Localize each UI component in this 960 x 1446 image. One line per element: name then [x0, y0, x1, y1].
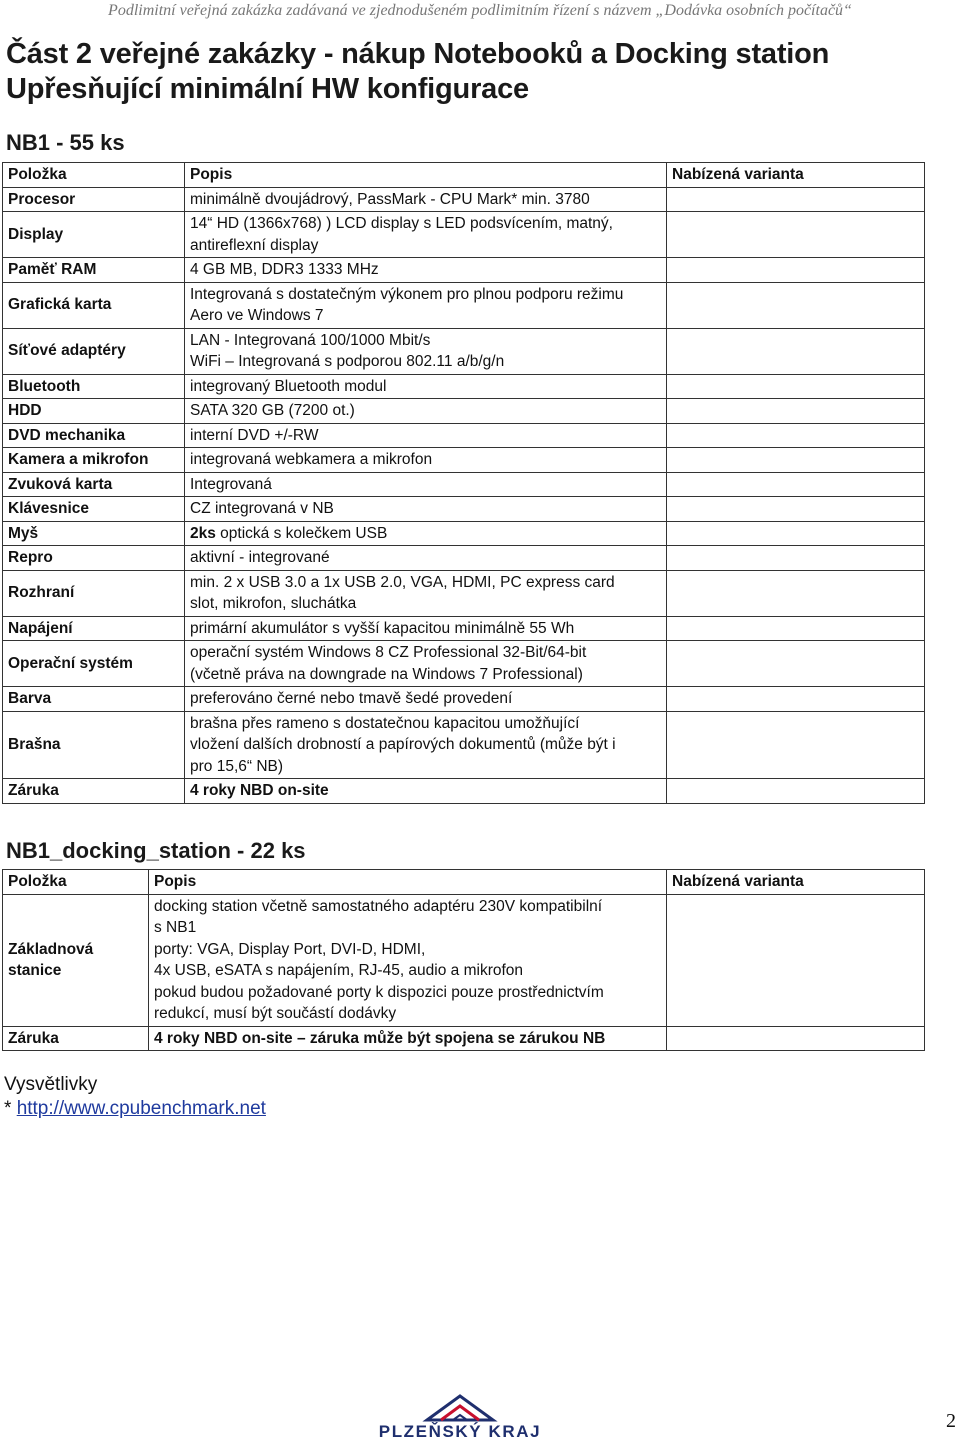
table-row: [3, 472, 925, 497]
offer-cell[interactable]: [667, 328, 925, 374]
table-row: [3, 399, 925, 424]
description-line: slot, mikrofon, sluchátka: [190, 595, 357, 612]
description-line: WiFi – Integrovaná s podporou 802.11 a/b/g/n: [190, 353, 505, 370]
plzensky-kraj-logo: [375, 1390, 545, 1444]
row-label: Bluetooth: [3, 374, 185, 399]
description-line: aktivní - integrované: [190, 549, 330, 566]
nb1-spec-table: [2, 162, 925, 804]
row-description: [185, 328, 667, 374]
page-title: Část 2 veřejné zakázky - nákup Notebooků a Docking station: [6, 38, 830, 70]
offer-cell[interactable]: [667, 472, 925, 497]
row-description: [185, 711, 667, 779]
row-description: [185, 282, 667, 328]
footnote-heading: Vysvětlivky: [4, 1074, 98, 1095]
row-description: [185, 423, 667, 448]
table-row: [3, 616, 925, 641]
offer-cell[interactable]: [667, 212, 925, 258]
row-label: Myš: [3, 521, 185, 546]
description-rest: optická s kolečkem USB: [215, 524, 388, 542]
row-label: Brašna: [3, 711, 185, 779]
logo-emblem-icon: [375, 1390, 545, 1424]
table-header-row: [3, 870, 925, 895]
row-description: [185, 448, 667, 473]
col-header-item: Položka: [3, 870, 149, 895]
row-description: [185, 187, 667, 212]
col-header-item: Položka: [3, 163, 185, 188]
offer-cell[interactable]: [667, 258, 925, 283]
row-label: Klávesnice: [3, 497, 185, 522]
description-line: pro 15,6“ NB): [190, 757, 284, 775]
row-description: [185, 546, 667, 571]
description-line: primární akumulátor s vyšší kapacitou minimálně 55 Wh: [190, 619, 575, 637]
description-line: [154, 1028, 661, 1050]
page-subtitle: Upřesňující minimální HW konfigurace: [6, 73, 529, 105]
table-row: [3, 374, 925, 399]
description-line: (včetně práva na downgrade na Windows 7 Professional): [190, 665, 583, 683]
table-row: [3, 497, 925, 522]
row-label: Kamera a mikrofon: [3, 448, 185, 473]
description-line: operační systém Windows 8 CZ Professional 32-Bit/64-bit: [190, 644, 587, 661]
offer-cell[interactable]: [667, 187, 925, 212]
section1-heading: NB1 - 55 ks: [6, 130, 125, 155]
table-row: [3, 521, 925, 546]
description-line: CZ integrovaná v NB: [190, 500, 334, 517]
offer-cell[interactable]: [667, 687, 925, 712]
row-description: [185, 212, 667, 258]
footnote-star: *: [4, 1098, 17, 1119]
table-row: [3, 779, 925, 804]
row-description: [149, 1026, 667, 1051]
table-row: [3, 546, 925, 571]
row-description: [185, 374, 667, 399]
table-row: [3, 212, 925, 258]
offer-cell[interactable]: [667, 711, 925, 779]
col-header-offer: Nabízená varianta: [667, 163, 925, 188]
row-description: [185, 616, 667, 641]
col-header-desc: Popis: [185, 163, 667, 188]
row-label: Barva: [3, 687, 185, 712]
offer-cell[interactable]: [667, 521, 925, 546]
row-label: Operační systém: [3, 641, 185, 687]
description-line: 14“ HD (1366x768) ) LCD display s LED podsvícením, matný,: [190, 215, 613, 232]
row-description: [185, 258, 667, 283]
row-description: [185, 779, 667, 804]
description-line: LAN - Integrovaná 100/1000 Mbit/s: [190, 331, 431, 349]
description-line: SATA 320 GB (7200 ot.): [190, 402, 355, 419]
page-number: 2: [946, 1410, 956, 1432]
col-header-offer: Nabízená varianta: [667, 870, 925, 895]
offer-cell[interactable]: [667, 423, 925, 448]
col-header-desc: Popis: [149, 870, 667, 895]
description-line: [190, 780, 661, 802]
section2-heading: NB1_docking_station - 22 ks: [6, 838, 306, 863]
row-description: [185, 521, 667, 546]
docking-spec-table: [2, 869, 925, 1051]
description-line: redukcí, musí být součástí dodávky: [154, 1005, 397, 1022]
offer-cell[interactable]: [667, 374, 925, 399]
row-label: Rozhraní: [3, 570, 185, 616]
docking-spec-body: [3, 870, 925, 1051]
row-label: Základnová stanice: [3, 894, 149, 1026]
row-label: DVD mechanika: [3, 423, 185, 448]
description-bold: 4 roky NBD on-site – záruka může být spojena se zárukou NB: [154, 1029, 606, 1047]
description-line: brašna přes rameno s dostatečnou kapacitou umožňující: [190, 714, 580, 732]
offer-cell[interactable]: [667, 779, 925, 804]
table-row: [3, 570, 925, 616]
row-label: Display: [3, 212, 185, 258]
row-label: Zvuková karta: [3, 472, 185, 497]
row-label: Záruka: [3, 1026, 149, 1051]
row-label: Procesor: [3, 187, 185, 212]
description-bold: 2ks: [190, 524, 216, 542]
table-row: [3, 641, 925, 687]
table-row: [3, 187, 925, 212]
row-description: [185, 687, 667, 712]
description-line: 4 GB MB, DDR3 1333 MHz: [190, 261, 379, 278]
table-row: [3, 423, 925, 448]
row-description: [185, 641, 667, 687]
description-line: s NB1: [154, 919, 197, 936]
row-label: HDD: [3, 399, 185, 424]
description-line: antireflexní display: [190, 236, 319, 254]
description-line: Integrovaná s dostatečným výkonem pro plnou podporu režimu: [190, 285, 624, 303]
offer-cell[interactable]: [667, 448, 925, 473]
description-line: 4x USB, eSATA s napájením, RJ-45, audio a mikrofon: [154, 962, 524, 979]
offer-cell[interactable]: [667, 282, 925, 328]
row-label: Napájení: [3, 616, 185, 641]
table-row: [3, 687, 925, 712]
row-description: [185, 497, 667, 522]
offer-cell[interactable]: [667, 1026, 925, 1051]
row-label: Síťové adaptéry: [3, 328, 185, 374]
table-row: [3, 448, 925, 473]
table-row: [3, 1026, 925, 1051]
table-row: [3, 258, 925, 283]
description-line: [190, 523, 661, 545]
table-row: [3, 282, 925, 328]
description-line: minimálně dvoujádrový, PassMark - CPU Mark* min. 3780: [190, 190, 590, 208]
offer-cell[interactable]: [667, 399, 925, 424]
row-description: [149, 894, 667, 1026]
row-label: Paměť RAM: [3, 258, 185, 283]
table-header-row: [3, 163, 925, 188]
description-line: docking station včetně samostatného adaptéru 230V kompatibilní: [154, 897, 603, 915]
description-line: vložení dalších drobností a papírových dokumentů (může být i: [190, 736, 616, 753]
description-line: porty: VGA, Display Port, DVI-D, HDMI,: [154, 940, 426, 958]
offer-cell[interactable]: [667, 570, 925, 616]
offer-cell[interactable]: [667, 546, 925, 571]
description-line: min. 2 x USB 3.0 a 1x USB 2.0, VGA, HDMI, PC express card: [190, 573, 615, 591]
offer-cell[interactable]: [667, 894, 925, 1026]
row-label: Záruka: [3, 779, 185, 804]
row-label: Grafická karta: [3, 282, 185, 328]
description-line: interní DVD +/-RW: [190, 426, 319, 444]
offer-cell[interactable]: [667, 616, 925, 641]
offer-cell[interactable]: [667, 497, 925, 522]
description-line: pokud budou požadované porty k dispozici pouze prostřednictvím: [154, 983, 604, 1001]
cpubenchmark-link[interactable]: http://www.cpubenchmark.net: [16, 1098, 266, 1119]
logo-text: PLZEŇSKÝ KRAJ: [378, 1422, 542, 1441]
nb1-spec-body: [3, 163, 925, 804]
description-line: Integrovaná: [190, 475, 272, 493]
row-description: [185, 570, 667, 616]
row-label: Repro: [3, 546, 185, 571]
row-description: [185, 399, 667, 424]
offer-cell[interactable]: [667, 641, 925, 687]
description-line: Aero ve Windows 7: [190, 307, 324, 324]
footnote-line: [4, 1098, 266, 1120]
page-header: Podlimitní veřejná zakázka zadávaná ve zjednodušeném podlimitním řízení s názvem „Dodávka osobních počítačů“: [108, 2, 852, 19]
table-row: [3, 894, 925, 1026]
description-bold: 4 roky NBD on-site: [190, 782, 329, 799]
row-description: [185, 472, 667, 497]
table-row: [3, 328, 925, 374]
description-line: preferováno černé nebo tmavě šedé provedení: [190, 690, 513, 707]
description-line: integrovaná webkamera a mikrofon: [190, 451, 433, 468]
table-row: [3, 711, 925, 779]
description-line: integrovaný Bluetooth modul: [190, 377, 387, 395]
